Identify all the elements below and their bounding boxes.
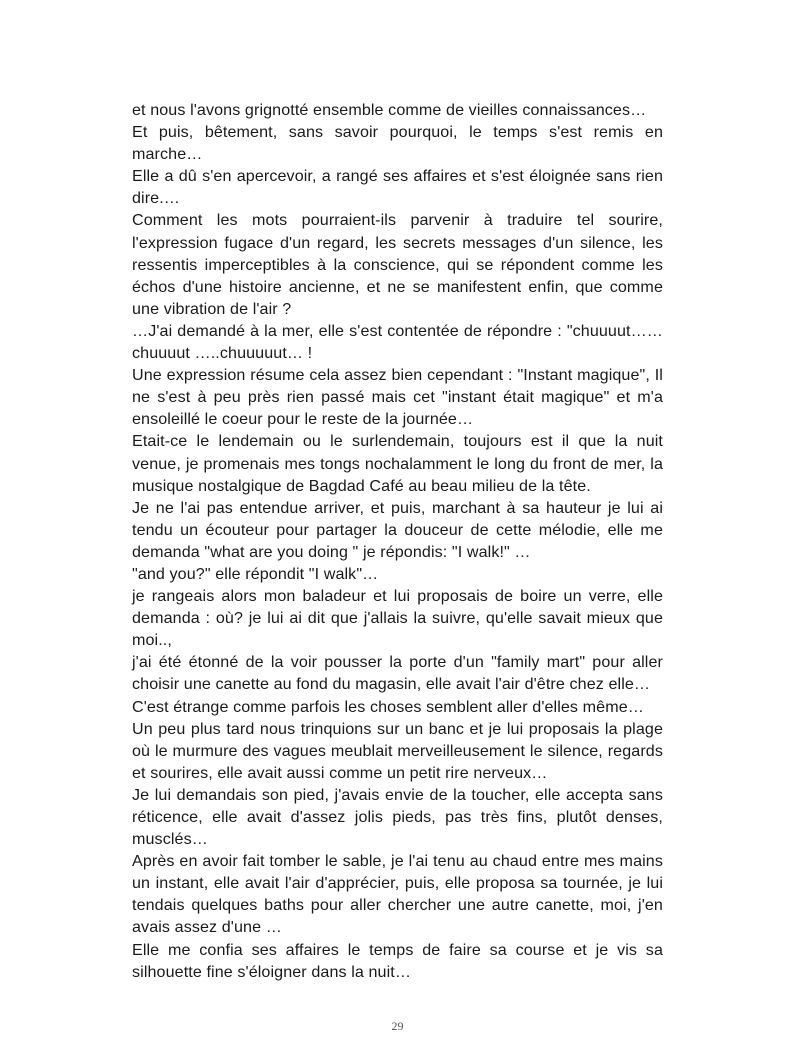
paragraph: C'est étrange comme parfois les choses semblent aller d'elles même… <box>132 697 644 716</box>
paragraph: Un peu plus tard nous trinquions sur un banc et je lui proposais la plage où le murmure des vagues meublait merveilleusement le silence, regards et sourires, elle avait aussi comme un petit rire nerveux… <box>132 719 663 782</box>
paragraph: Elle me confia ses affaires le temps de faire sa course et je vis sa silhouette fine s'éloigner dans la nuit… <box>132 940 663 981</box>
paragraph: …J'ai demandé à la mer, elle s'est contentée de répondre : "chuuuut……chuuuut …..chuuuuut… ! <box>132 321 663 363</box>
paragraph: Et puis, bêtement, sans savoir pourquoi, le temps s'est remis en marche… <box>132 123 663 164</box>
paragraph: Une expression résume cela assez bien cependant : "Instant magique", Il ne s'est à peu près rien passé mais cet "instant était magique" et m'a ensoleillé le coeur pour le reste de la journée… <box>132 366 663 429</box>
paragraph: Je ne l'ai pas entendue arriver, et puis, marchant à sa hauteur je lui ai tendu un écouteur pour partager la douceur de cette mélodie, elle me demanda "what are you doing " je répondis: "I walk!" … <box>132 498 663 561</box>
body-text <box>132 99 663 983</box>
paragraph: Après en avoir fait tomber le sable, je l'ai tenu au chaud entre mes mains un instant, elle avait l'air d'apprécier, puis, elle proposa sa tournée, je lui tendais quelques baths pour aller chercher une autre canette, moi, j'en avais assez d'une … <box>132 852 663 937</box>
paragraph: je rangeais alors mon baladeur et lui proposais de boire un verre, elle demanda : où? je lui ai dit que j'allais la suivre, qu'elle savait mieux que moi.., <box>132 587 663 650</box>
paragraph: Elle a dû s'en apercevoir, a rangé ses affaires et s'est éloignée sans rien dire.… <box>132 167 663 208</box>
paragraph: et nous l'avons grignotté ensemble comme de vieilles connaissances… <box>132 101 647 119</box>
paragraph: "and you?" elle répondit "I walk"… <box>132 564 379 583</box>
paragraph: Comment les mots pourraient-ils parvenir à traduire tel sourire, l'expression fugace d'un regard, les secrets messages d'un silence, les ressentis imperceptibles à la conscience, qui se répondent comme les échos d'une histoire ancienne, et ne se manifestent enfin, que comme une vibration de l'air ? <box>132 211 663 318</box>
paragraph: Je lui demandais son pied, j'avais envie de la toucher, elle accepta sans réticence, elle avait d'assez jolis pieds, pas très fins, plutôt denses, musclés… <box>132 785 663 849</box>
paragraph: j'ai été étonné de la voir pousser la porte d'un "family mart" pour aller choisir une canette au fond du magasin, elle avait l'air d'être chez elle… <box>132 653 663 694</box>
paragraph: Etait-ce le lendemain ou le surlendemain, toujours est il que la nuit venue, je promenais mes tongs nochalamment le long du front de mer, la musique nostalgique de Bagdad Café au beau milieu de la tête. <box>132 432 663 495</box>
page-number: 29 <box>391 1019 404 1033</box>
